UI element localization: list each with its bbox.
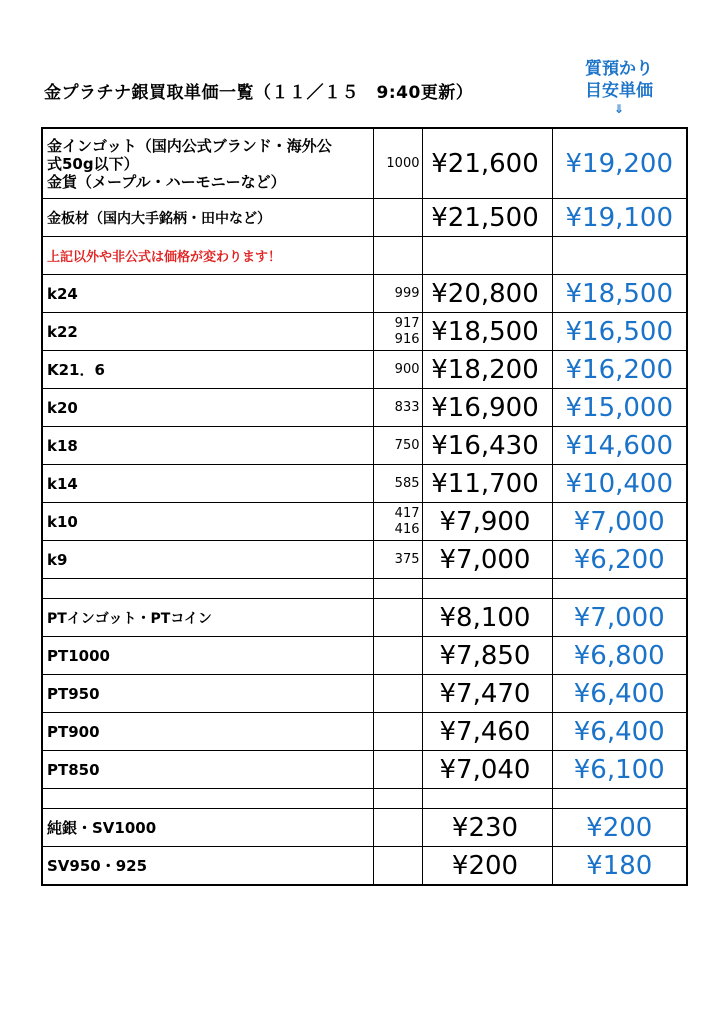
purity [373,637,422,675]
buy-price [422,237,552,275]
deposit-price: ¥7,000 [552,599,687,637]
deposit-price: ¥6,400 [552,675,687,713]
table-row [42,503,687,541]
buy-price: ¥11,700 [422,465,552,503]
deposit-price: ¥18,500 [552,275,687,313]
table-row [42,351,687,389]
deposit-price: ¥200 [552,809,687,847]
empty-cell [42,789,373,809]
item-name: k14 [42,465,373,503]
deposit-price: ¥6,800 [552,637,687,675]
item-name-line: 金貨（メープル・ハーモニーなど） [47,173,286,191]
empty-cell [422,579,552,599]
buy-price: ¥21,600 [422,128,552,199]
purity: 999 [373,275,422,313]
buy-price: ¥7,000 [422,541,552,579]
buy-price: ¥16,430 [422,427,552,465]
purity-line: 416 [394,521,420,537]
buy-price: ¥21,500 [422,199,552,237]
table-row [42,809,687,847]
buy-price: ¥200 [422,847,552,886]
deposit-price: ¥6,400 [552,713,687,751]
buy-price: ¥18,200 [422,351,552,389]
purity [373,675,422,713]
spacer-row [42,579,687,599]
deposit-price: ¥7,000 [552,503,687,541]
empty-cell [373,579,422,599]
table-row [42,599,687,637]
table-row [42,199,687,237]
price-table [41,127,688,886]
table-row [42,847,687,886]
purity [373,713,422,751]
purity [373,199,422,237]
table-row [42,675,687,713]
purity: 900 [373,351,422,389]
deposit-price: ¥14,600 [552,427,687,465]
buy-price: ¥230 [422,809,552,847]
table-row [42,128,687,199]
purity: 1000 [373,128,422,199]
item-name: K21．6 [42,351,373,389]
item-name: k18 [42,427,373,465]
deposit-price: ¥19,100 [552,199,687,237]
buy-price: ¥18,500 [422,313,552,351]
table-row [42,313,687,351]
item-name: k24 [42,275,373,313]
deposit-price: ¥15,000 [552,389,687,427]
empty-cell [42,579,373,599]
buy-price: ¥7,900 [422,503,552,541]
item-name: PT950 [42,675,373,713]
purity [373,809,422,847]
buy-price: ¥7,470 [422,675,552,713]
item-name: PT850 [42,751,373,789]
deposit-price: ¥6,200 [552,541,687,579]
buy-price: ¥7,460 [422,713,552,751]
table-row [42,389,687,427]
purity [373,237,422,275]
deposit-price [552,237,687,275]
item-name: PT1000 [42,637,373,675]
table-row [42,465,687,503]
deposit-price: ¥19,200 [552,128,687,199]
table-row [42,237,687,275]
deposit-price: ¥10,400 [552,465,687,503]
down-arrow-icon: ⇓ [613,102,625,116]
item-name: PTインゴット・PTコイン [42,599,373,637]
deposit-price: ¥16,200 [552,351,687,389]
purity: 833 [373,389,422,427]
buy-price: ¥8,100 [422,599,552,637]
table-row [42,541,687,579]
purity [373,599,422,637]
table-row [42,427,687,465]
item-name-line: 式50g以下） [47,155,139,173]
buy-price: ¥16,900 [422,389,552,427]
empty-cell [422,789,552,809]
purity [373,751,422,789]
deposit-price: ¥6,100 [552,751,687,789]
item-name: SV950・925 [42,847,373,886]
item-name: k20 [42,389,373,427]
page-title: 金プラチナ銀買取単価一覧（１１／１５ 9:40更新） [44,83,474,103]
table-row [42,275,687,313]
spacer-row [42,789,687,809]
deposit-column-header [560,58,678,116]
buy-price: ¥7,040 [422,751,552,789]
item-name: k22 [42,313,373,351]
purity: 375 [373,541,422,579]
empty-cell [552,579,687,599]
notice-text: 上記以外や非公式は価格が変わります！ [42,237,373,275]
buy-price: ¥20,800 [422,275,552,313]
purity: 750 [373,427,422,465]
empty-cell [373,789,422,809]
purity [373,503,422,541]
deposit-price: ¥180 [552,847,687,886]
item-name: k10 [42,503,373,541]
item-name: 純銀・SV1000 [42,809,373,847]
table-row [42,751,687,789]
purity: 585 [373,465,422,503]
table-row [42,713,687,751]
deposit-price: ¥16,500 [552,313,687,351]
purity-line: 917 [394,315,420,331]
purity-line: 417 [394,505,420,521]
deposit-header-line2: 目安単価 [585,81,653,101]
item-name: 金板材（国内大手銘柄・田中など） [42,199,373,237]
purity [373,847,422,886]
purity-line: 916 [394,331,420,347]
item-name: k9 [42,541,373,579]
deposit-header-line1: 質預かり [585,59,653,79]
empty-cell [552,789,687,809]
table-row [42,637,687,675]
item-name: PT900 [42,713,373,751]
item-name [42,128,373,199]
item-name-line: 金インゴット（国内公式ブランド・海外公 [47,137,332,155]
buy-price: ¥7,850 [422,637,552,675]
purity [373,313,422,351]
